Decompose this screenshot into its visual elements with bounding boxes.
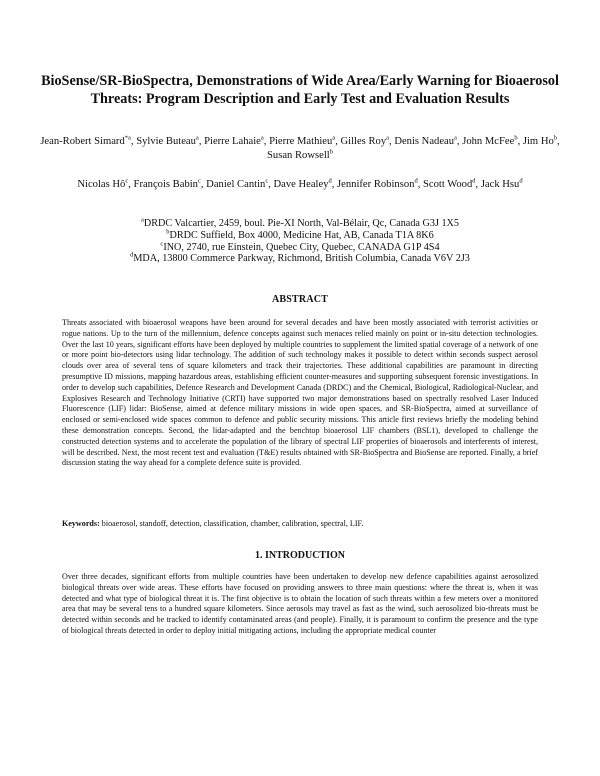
author-name: Jack Hsu (480, 179, 520, 190)
author-name: Pierre Mathieu (269, 136, 333, 147)
author-name: Scott Wood (422, 179, 473, 190)
author-name: Denis Nadeau (394, 136, 455, 147)
author-affiliation-marker: a (386, 134, 390, 142)
author-affiliation-marker: c (265, 177, 269, 185)
introduction-text: Over three decades, significant efforts from multiple countries have been undertaken to develop new defence capabilities against aerosolized biological threats over wide areas. These efforts have focused on providing answers to three main questions: where the threat is, when it was detected and what type of biological threat it is. The first objective is to obtain the location of such threats within a few meters over a monitored area that may be several tens to a hundred square kilometers. Since aerosols may travel as fast as the wind, such aerosolized bio-threats must be detected within seconds and be tracked to identify contaminated areas (and people). Finally, it is paramount to confirm the presence and the type of biological threats detected in order to deploy initial mitigating actions, including the appropriate medical counter (62, 572, 538, 635)
author-affiliation-marker: a (195, 134, 199, 142)
author-affiliation-marker: b (329, 147, 333, 155)
author-affiliation-marker: b (553, 134, 558, 142)
author (136, 136, 199, 147)
author-name: Gilles Roy (340, 136, 387, 147)
author-list-1: Jean-Robert Simard$^{*a}$, Sylvie Buteau$^a$, Pierre Lahaie$^a$, Pierre Mathieu$^a$, Gilles Roy$^a$, Denis Nadeau$^a$, John McFee$^b$, Jim Ho$^b$, Susan Rowsell$^b$ (40, 134, 560, 161)
author-list-2: Nicolas $Hô^c$, François Babin$^c$, Daniel Cantin$^c$, Dave Healey$^d$, Jennifer Robinson$^d$, Scott Wood$^d$, Jack Hsu$^d$ (77, 177, 523, 190)
author-name: Jean-Robert Simard (40, 136, 125, 147)
affiliation-list (40, 218, 560, 265)
author-name: Daniel Cantin (206, 179, 266, 190)
author-affiliation-marker: d (414, 177, 418, 185)
keywords-text: bioaerosol, standoff, detection, classification, chamber, calibration, spectral, LIF. (101, 519, 364, 528)
author (423, 179, 476, 190)
author-name: Susan Rowsell (267, 149, 330, 161)
author-affiliation-marker: c (197, 177, 201, 185)
keywords-line (62, 519, 538, 530)
abstract-text: Threats associated with bioaerosol weapons have been around for several decades and have been mostly associated with terrorist activities or rogue nations. Up to the turn of the millennium, defence concepts against such menaces relied mainly on point or in-situ detection technologies. Over the last 10 years, significant efforts have been deployed by multiple countries to supplement the limited spatial coverage of a network of one or more point bio-detectors using lidar technology. The addition of such technology makes it possible to detect within seconds suspect aerosol clouds over area of several tens of square kilometers and track their trajectories. These additional capabilities are paramount in directing presumptive ID missions, mapping hazardous areas, establishing efficient counter-measures and supporting subsequent forensic investigations. In order to develop such capabilities, Defence Research and Development Canada (DRDC) and the Chemical, Biological, Radiological-Nuclear, and Explosives Research and Technology Initiative (CRTI) have supported two major demonstrations based on spectrally resolved Laser Induced Fluorescence (LIF) lidar: BioSense, aimed at defence military missions in wide open spaces, and SR-BioSpectra, aimed at surveillance of enclosed or semi-enclosed wide spaces common to defence and public security missions. This article first reviews briefly the modeling behind these demonstration concepts. Second, the lidar-adapted and the benchtop bioaerosol LIF chambers (BSL1), developed to challenge the constructed detection systems and to accelerate the population of the library of spectral LIF properties of bioaerosols and interferents of interest, will be described. Next, the most recent test and evaluation (T&E) results obtained with SR-BioSpectra and BioSense are reported. Finally, a brief discussion stating the way ahead for a complete defence suite is provided. (62, 318, 538, 468)
author (341, 136, 390, 147)
author-name: Dave Healey (273, 179, 329, 190)
affiliation-c: $^c$INO, 2740, rue Einstein, Quebec City, Quebec, CANADA G1P 4S4 (160, 240, 440, 253)
author-affiliation-marker: *a (124, 134, 131, 142)
introduction-heading: 1. INTRODUCTION (254, 550, 345, 561)
author-name: Jim Ho (522, 136, 554, 147)
author-affiliation-marker: a (332, 134, 336, 142)
keywords-label: Keywords: (62, 519, 100, 528)
author (462, 136, 517, 147)
author-affiliation-marker: d (328, 177, 332, 185)
author (394, 136, 457, 147)
author (267, 147, 333, 161)
author-affiliation-marker: d (519, 177, 523, 185)
author-name: John McFee (462, 136, 515, 147)
author (40, 136, 131, 147)
author (523, 136, 557, 147)
author-affiliation-marker: a (260, 134, 264, 142)
paper-title: BioSense/SR-BioSpectra, Demonstrations of Wide Area/Early Warning for Bioaerosol Threats: Program Description and Early Test and Evaluation Results (41, 73, 559, 107)
author (134, 179, 201, 190)
author-name: François Babin (133, 179, 198, 190)
author (204, 136, 264, 147)
affiliation-b: $^b$DRDC Suffield, Box 4000, Medicine Hat, AB, Canada T1A 8K6 (166, 228, 434, 241)
affiliation-d: $^d$MDA, 13800 Commerce Parkway, Richmond, British Columbia, Canada V6V 2J3 (130, 252, 470, 265)
author-affiliation-marker: d (472, 177, 476, 185)
author-affiliation-marker: b (514, 134, 518, 142)
author (274, 179, 332, 190)
author (481, 179, 523, 190)
author-affiliation-marker: a (454, 134, 457, 142)
author-name: Sylvie Buteau (136, 136, 196, 147)
author (337, 179, 418, 190)
author-name: Pierre Lahaie (204, 136, 261, 147)
author-name: Jennifer Robinson (337, 179, 415, 190)
author-affiliation-marker: c (125, 177, 129, 185)
author-name: Nicolas Hô (77, 179, 126, 190)
author (206, 179, 268, 190)
author (269, 136, 335, 147)
author (77, 179, 128, 190)
abstract-heading: ABSTRACT (271, 294, 329, 305)
affiliation-a: $^a$DRDC Valcartier, 2459, boul. Pie-XI North, Val-Bélair, Qc, Canada G3J 1X5 (140, 216, 459, 229)
